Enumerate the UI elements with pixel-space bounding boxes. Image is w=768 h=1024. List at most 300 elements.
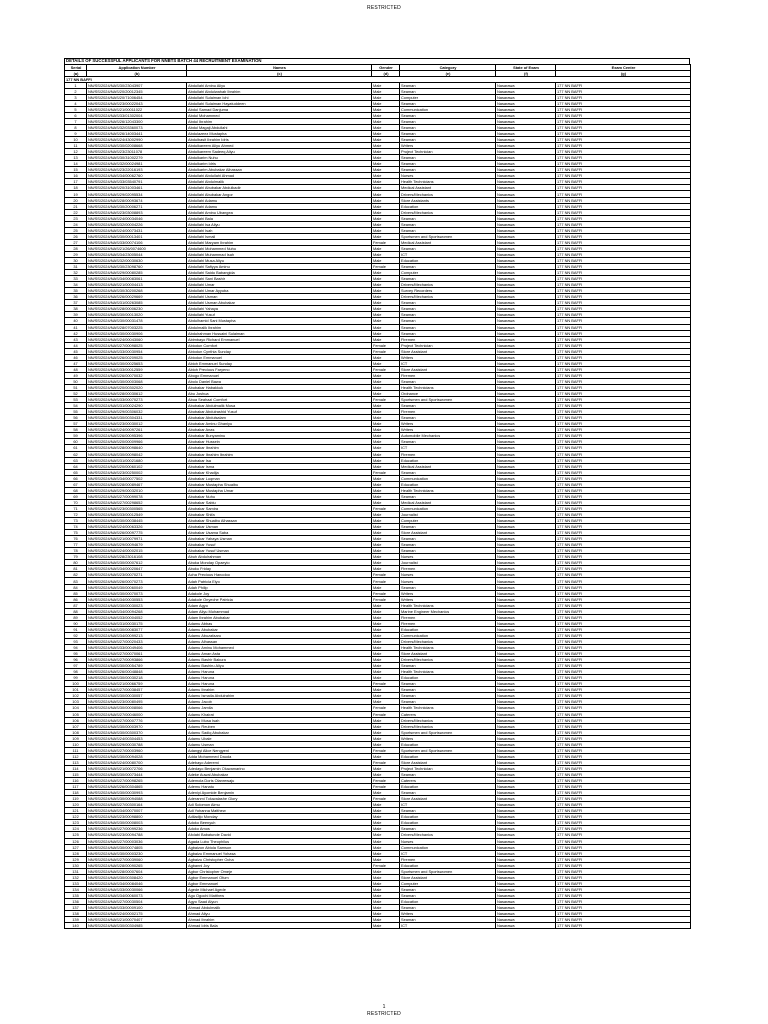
cell-exam-centre: 177 NN BAFFI [556, 850, 691, 856]
cell-application-number: NN/SS/2024/NAS/30/00060049 [87, 584, 187, 590]
cell-name: Abdul Ibrahim [187, 118, 372, 124]
cell-exam-centre: 177 NN BAFFI [556, 137, 691, 143]
cell-exam-centre: 177 NN BAFFI [556, 802, 691, 808]
cell-application-number: NN/SS/2024/NAS/23/00098800 [87, 814, 187, 820]
cell-serial: 93 [65, 638, 87, 644]
cell-exam-centre: 177 NN BAFFI [556, 602, 691, 608]
cell-exam-centre: 177 NN BAFFI [556, 106, 691, 112]
cell-application-number: NN/SS/2024/NAS/23/00080495 [87, 699, 187, 705]
cell-gender: Female [372, 778, 400, 784]
cell-category: Seaman [400, 892, 496, 898]
cell-exam-centre: 177 NN BAFFI [556, 608, 691, 614]
cell-exam-centre: 177 NN BAFFI [556, 814, 691, 820]
cell-exam-centre: 177 NN BAFFI [556, 747, 691, 753]
cell-serial: 104 [65, 705, 87, 711]
cell-name: Abdullahi Umar [187, 282, 372, 288]
cell-exam-centre: 177 NN BAFFI [556, 892, 691, 898]
cell-application-number: NN/SS/2024/NAS/30/00013020 [87, 312, 187, 318]
cell-application-number: NN/SS/2024/NAS/30/00074805 [87, 844, 187, 850]
cell-gender: Male [372, 203, 400, 209]
cell-gender: Male [372, 191, 400, 197]
cell-name: Agede Michael Agede [187, 886, 372, 892]
cell-gender: Male [372, 645, 400, 651]
cell-exam-centre: 177 NN BAFFI [556, 717, 691, 723]
cell-category: Store Assistant [400, 796, 496, 802]
cell-serial: 85 [65, 590, 87, 596]
cell-serial: 73 [65, 518, 87, 524]
cell-gender: Male [372, 790, 400, 796]
cell-gender: Male [372, 808, 400, 814]
cell-category: Seaman [400, 699, 496, 705]
cell-exam-centre: 177 NN BAFFI [556, 838, 691, 844]
cell-gender: Male [372, 439, 400, 445]
cell-serial: 46 [65, 354, 87, 360]
cell-name: Abubakar Shifa [187, 511, 372, 517]
cell-exam-centre: 177 NN BAFFI [556, 590, 691, 596]
cell-category: Sportsmen and Sportswomen [400, 397, 496, 403]
cell-application-number: NN/SS/2024/NAS/30/00094028 [87, 753, 187, 759]
cell-exam-centre: 177 NN BAFFI [556, 626, 691, 632]
cell-category: Caterers [400, 711, 496, 717]
cell-exam-centre: 177 NN BAFFI [556, 124, 691, 130]
cell-gender: Male [372, 282, 400, 288]
cell-serial: 88 [65, 608, 87, 614]
cell-category: Health Technicians [400, 669, 496, 675]
cell-exam-centre: 177 NN BAFFI [556, 874, 691, 880]
cell-exam-centre: 177 NN BAFFI [556, 384, 691, 390]
cell-exam-centre: 177 NN BAFFI [556, 790, 691, 796]
cell-serial: 60 [65, 439, 87, 445]
cell-gender: Male [372, 880, 400, 886]
cell-application-number: NN/SS/2024/NAS/33/00004052 [87, 614, 187, 620]
cell-state: Nasarawa [496, 808, 556, 814]
cell-name: Abdullahi Safiyya Aminu [187, 264, 372, 270]
cell-exam-centre: 177 NN BAFFI [556, 221, 691, 227]
cell-application-number: NN/SS/2024/NAS/27/00039060 [87, 856, 187, 862]
header-state-of-exam: State of Exam [496, 64, 556, 70]
letter-a: (a) [65, 70, 87, 76]
cell-gender: Male [372, 427, 400, 433]
cell-state: Nasarawa [496, 306, 556, 312]
cell-category: Writers [400, 911, 496, 917]
cell-exam-centre: 177 NN BAFFI [556, 632, 691, 638]
cell-category: Seaman [400, 88, 496, 94]
cell-exam-centre: 177 NN BAFFI [556, 765, 691, 771]
cell-category: Health Technicians [400, 384, 496, 390]
cell-exam-centre: 177 NN BAFFI [556, 493, 691, 499]
cell-gender: Male [372, 209, 400, 215]
cell-category: Medical Assistant [400, 239, 496, 245]
cell-application-number: NN/SS/2024/NAS/34/00094268 [87, 608, 187, 614]
cell-exam-centre: 177 NN BAFFI [556, 197, 691, 203]
cell-exam-centre: 177 NN BAFFI [556, 457, 691, 463]
cell-application-number: NN/SS/2024/NAS/20/00060102 [87, 463, 187, 469]
cell-gender: Male [372, 524, 400, 530]
cell-exam-centre: 177 NN BAFFI [556, 294, 691, 300]
cell-exam-centre: 177 NN BAFFI [556, 161, 691, 167]
cell-gender: Male [372, 167, 400, 173]
cell-gender: Female [372, 578, 400, 584]
cell-exam-centre: 177 NN BAFFI [556, 251, 691, 257]
cell-state: Nasarawa [496, 892, 556, 898]
cell-category: Sportsmen and Sportswomen [400, 233, 496, 239]
cell-category: Seaman [400, 167, 496, 173]
cell-gender: Female [372, 239, 400, 245]
cell-gender: Male [372, 844, 400, 850]
cell-application-number: NN/SS/2024/NAS/21/00070407 [87, 917, 187, 923]
cell-gender: Male [372, 161, 400, 167]
applicants-sheet [64, 58, 690, 929]
cell-application-number: NN/SS/2024/NAS/30/00030023 [87, 602, 187, 608]
cell-application-number: NN/SS/2024/NAS/33/00074106 [87, 239, 187, 245]
cell-name: Adamu Alhassan [187, 638, 372, 644]
cell-exam-centre: 177 NN BAFFI [556, 245, 691, 251]
cell-state: Nasarawa [496, 276, 556, 282]
cell-serial: 116 [65, 778, 87, 784]
cell-gender: Male [372, 626, 400, 632]
cell-state: Nasarawa [496, 862, 556, 868]
cell-category: Communication [400, 106, 496, 112]
cell-state: Nasarawa [496, 197, 556, 203]
cell-state: Nasarawa [496, 566, 556, 572]
cell-state: Nasarawa [496, 427, 556, 433]
cell-gender: Male [372, 832, 400, 838]
cell-category: Firemen [400, 856, 496, 862]
cell-exam-centre: 177 NN BAFFI [556, 354, 691, 360]
cell-serial: 56 [65, 415, 87, 421]
cell-name: Abubakar Isma [187, 463, 372, 469]
cell-state: Nasarawa [496, 771, 556, 777]
cell-application-number: NN/SS/2024/NAS/34/00070007 [87, 808, 187, 814]
cell-name: Abuh Abdulrahman [187, 554, 372, 560]
cell-state: Nasarawa [496, 137, 556, 143]
cell-application-number: NN/SS/2024/NAS/28/00093674 [87, 197, 187, 203]
cell-gender: Male [372, 276, 400, 282]
cell-exam-centre: 177 NN BAFFI [556, 403, 691, 409]
cell-serial: 59 [65, 433, 87, 439]
cell-category: Education [400, 626, 496, 632]
cell-application-number: NN/SS/2024/NAS/30/23098760 [87, 264, 187, 270]
cell-gender: Male [372, 245, 400, 251]
cell-serial: 30 [65, 258, 87, 264]
cell-category: Seaman [400, 886, 496, 892]
cell-serial: 101 [65, 687, 87, 693]
cell-exam-centre: 177 NN BAFFI [556, 560, 691, 566]
cell-gender: Male [372, 391, 400, 397]
cell-application-number: NN/SS/2024/NAS/34/00060073 [87, 892, 187, 898]
cell-name: Adamu Khairat [187, 711, 372, 717]
cell-gender: Male [372, 270, 400, 276]
cell-category: Education [400, 457, 496, 463]
cell-state: Nasarawa [496, 445, 556, 451]
cell-serial: 65 [65, 469, 87, 475]
cell-state: Nasarawa [496, 687, 556, 693]
cell-exam-centre: 177 NN BAFFI [556, 735, 691, 741]
cell-category: Computer [400, 518, 496, 524]
cell-name: Agbaizu Christopher Ocha [187, 856, 372, 862]
cell-name: Abogo Emmanuel [187, 372, 372, 378]
cell-category: Project Technician [400, 765, 496, 771]
cell-category: Medical Assistant [400, 185, 496, 191]
cell-state: Nasarawa [496, 638, 556, 644]
cell-application-number: NN/SS/2024/NAS/27/00003036 [87, 838, 187, 844]
document-title: DETAILS OF SUCCESSFUL APPLICANTS FOR NNBTS BATCH 44 RECRUITMENT EXAMINATION [64, 58, 690, 64]
cell-category: Seaman [400, 100, 496, 106]
cell-state: Nasarawa [496, 844, 556, 850]
cell-application-number: NN/SS/2024/NAS/34/00030553 [87, 596, 187, 602]
cell-state: Nasarawa [496, 155, 556, 161]
cell-name: Abubakar Samira [187, 505, 372, 511]
cell-serial: 55 [65, 409, 87, 415]
cell-application-number: NN/SS/2024/NAS/20/71006454 [87, 94, 187, 100]
cell-exam-centre: 177 NN BAFFI [556, 923, 691, 929]
cell-exam-centre: 177 NN BAFFI [556, 409, 691, 415]
cell-gender: Male [372, 131, 400, 137]
cell-name: Abdullahi Aminu Aliyu [187, 82, 372, 88]
cell-exam-centre: 177 NN BAFFI [556, 378, 691, 384]
cell-name: Abdullahi Isa Aliyu [187, 221, 372, 227]
cell-serial: 118 [65, 790, 87, 796]
cell-application-number: NN/SS/2024/NAS/34/00077502 [87, 475, 187, 481]
cell-serial: 81 [65, 566, 87, 572]
cell-exam-centre: 177 NN BAFFI [556, 681, 691, 687]
cell-exam-centre: 177 NN BAFFI [556, 638, 691, 644]
cell-exam-centre: 177 NN BAFFI [556, 862, 691, 868]
cell-state: Nasarawa [496, 100, 556, 106]
cell-serial: 24 [65, 221, 87, 227]
cell-state: Nasarawa [496, 850, 556, 856]
cell-category: Seaman [400, 415, 496, 421]
cell-state: Nasarawa [496, 179, 556, 185]
cell-state: Nasarawa [496, 378, 556, 384]
cell-name: Ahmad Ibrahim [187, 917, 372, 923]
cell-category: Computer [400, 880, 496, 886]
cell-exam-centre: 177 NN BAFFI [556, 880, 691, 886]
cell-name: Aderanmi Toluwalashe Glory [187, 796, 372, 802]
cell-name: Abdullahi Abdulmalik [187, 179, 372, 185]
cell-name: Abdullahi Sulaiman Ichi [187, 94, 372, 100]
cell-application-number: NN/SS/2024/NAS/28/00006230 [87, 306, 187, 312]
cell-gender: Male [372, 336, 400, 342]
cell-application-number: NN/SS/2024/NAS/30/31002279 [87, 155, 187, 161]
cell-state: Nasarawa [496, 530, 556, 536]
cell-application-number: NN/SS/2024/NAS/30/00304331 [87, 415, 187, 421]
cell-category: Nurses [400, 838, 496, 844]
cell-state: Nasarawa [496, 917, 556, 923]
cell-exam-centre: 177 NN BAFFI [556, 342, 691, 348]
cell-category: Writers [400, 427, 496, 433]
cell-name: Abubakar Hussein [187, 439, 372, 445]
cell-application-number: NN/SS/2024/NAS/33/01302004 [87, 112, 187, 118]
cell-exam-centre: 177 NN BAFFI [556, 584, 691, 590]
cell-name: Adah Philip [187, 584, 372, 590]
cell-application-number: NN/SS/2024/NAS/31/00263085 [87, 300, 187, 306]
cell-category: Writers [400, 354, 496, 360]
cell-gender: Male [372, 753, 400, 759]
cell-name: Agbor Emmanuel [187, 880, 372, 886]
cell-category: Drivers/Mechanics [400, 717, 496, 723]
cell-category: Health Technicians [400, 645, 496, 651]
cell-application-number: NN/SS/2024/NAS/28/00098640 [87, 445, 187, 451]
cell-category: Seaman [400, 155, 496, 161]
cell-exam-centre: 177 NN BAFFI [556, 524, 691, 530]
cell-state: Nasarawa [496, 584, 556, 590]
cell-application-number: NN/SS/2024/NAS/31/00030175 [87, 620, 187, 626]
cell-category: Firemen [400, 620, 496, 626]
cell-application-number: NN/SS/2024/NAS/30/00304985 [87, 923, 187, 929]
cell-serial: 63 [65, 457, 87, 463]
cell-exam-centre: 177 NN BAFFI [556, 548, 691, 554]
cell-category: Seaman [400, 124, 496, 130]
cell-category: Seaman [400, 276, 496, 282]
cell-exam-centre: 177 NN BAFFI [556, 487, 691, 493]
cell-application-number: NN/SS/2024/NAS/27/00007776 [87, 717, 187, 723]
cell-serial: 28 [65, 245, 87, 251]
cell-application-number: NN/SS/2024/NAS/30/00030218 [87, 675, 187, 681]
cell-application-number: NN/SS/2024/NAS/33/03540791 [87, 179, 187, 185]
cell-application-number: NN/SS/2024/NAS/33/00012559 [87, 366, 187, 372]
cell-serial: 122 [65, 814, 87, 820]
cell-serial: 50 [65, 378, 87, 384]
cell-category: Seaman [400, 663, 496, 669]
cell-gender: Male [372, 905, 400, 911]
cell-application-number: NN/SS/2024/NAS/24/00063326 [87, 524, 187, 530]
cell-name: Adamu Ubale [187, 735, 372, 741]
cell-application-number: NN/SS/2024/NAS/34/00084046 [87, 880, 187, 886]
cell-state: Nasarawa [496, 802, 556, 808]
cell-state: Nasarawa [496, 143, 556, 149]
cell-name: Abiodun Emmanuel [187, 354, 372, 360]
cell-serial: 26 [65, 233, 87, 239]
cell-application-number: NN/SS/2024/NAS/28/00007604 [87, 868, 187, 874]
cell-serial: 32 [65, 270, 87, 276]
cell-name: Adi Solomon Aimu [187, 802, 372, 808]
cell-application-number: NN/SS/2024/NAS/26/00048848 [87, 669, 187, 675]
cell-exam-centre: 177 NN BAFFI [556, 336, 691, 342]
cell-gender: Male [372, 765, 400, 771]
cell-serial: 80 [65, 560, 87, 566]
cell-exam-centre: 177 NN BAFFI [556, 360, 691, 366]
cell-name: Adeke Auwal Abubakar [187, 771, 372, 777]
cell-gender: Male [372, 185, 400, 191]
cell-exam-centre: 177 NN BAFFI [556, 518, 691, 524]
cell-exam-centre: 177 NN BAFFI [556, 475, 691, 481]
cell-application-number: NN/SS/2024/NAS/28/23016108 [87, 554, 187, 560]
cell-exam-centre: 177 NN BAFFI [556, 312, 691, 318]
cell-name: Adamu Sadiq Abubakar [187, 729, 372, 735]
cell-category: Marine Engineer Mechanics [400, 608, 496, 614]
cell-category: Communication [400, 844, 496, 850]
cell-serial: 98 [65, 669, 87, 675]
cell-exam-centre: 177 NN BAFFI [556, 348, 691, 354]
cell-category: Sportsmen and Sportswomen [400, 747, 496, 753]
cell-category: Seaman [400, 542, 496, 548]
cell-state: Nasarawa [496, 511, 556, 517]
cell-exam-centre: 177 NN BAFFI [556, 530, 691, 536]
cell-application-number: NN/SS/2024/NAS/26/00304865 [87, 784, 187, 790]
cell-application-number: NN/SS/2024/NAS/23/00300565 [87, 505, 187, 511]
cell-name: Agyo Saad Alyun [187, 898, 372, 904]
cell-serial: 9 [65, 131, 87, 137]
cell-name: Abdul Mohammed [187, 112, 372, 118]
cell-exam-centre: 177 NN BAFFI [556, 856, 691, 862]
cell-gender: Male [372, 638, 400, 644]
cell-exam-centre: 177 NN BAFFI [556, 397, 691, 403]
cell-application-number: NN/SS/2024/NAS/24/00043060 [87, 336, 187, 342]
cell-category: Seaman [400, 693, 496, 699]
cell-category: Seaman [400, 306, 496, 312]
cell-serial: 22 [65, 209, 87, 215]
cell-exam-centre: 177 NN BAFFI [556, 826, 691, 832]
cell-application-number: NN/SS/2024/NAS/23/03008893 [87, 209, 187, 215]
cell-gender: Male [372, 663, 400, 669]
cell-application-number: NN/SS/2024/NAS/27/00099236 [87, 826, 187, 832]
cell-gender: Male [372, 100, 400, 106]
cell-state: Nasarawa [496, 294, 556, 300]
cell-application-number: NN/SS/2024/NAS/30/00013401 [87, 233, 187, 239]
cell-gender: Male [372, 415, 400, 421]
cell-exam-centre: 177 NN BAFFI [556, 905, 691, 911]
cell-application-number: NN/SS/2024/NAS/30/00030993 [87, 790, 187, 796]
cell-serial: 41 [65, 324, 87, 330]
cell-exam-centre: 177 NN BAFFI [556, 886, 691, 892]
cell-state: Nasarawa [496, 258, 556, 264]
cell-gender: Female [372, 348, 400, 354]
cell-state: Nasarawa [496, 372, 556, 378]
cell-name: Abdulmalik Ibrahim [187, 324, 372, 330]
cell-gender: Male [372, 729, 400, 735]
cell-application-number: NN/SS/2024/NAS/30/00008066 [87, 705, 187, 711]
cell-exam-centre: 177 NN BAFFI [556, 439, 691, 445]
cell-serial: 113 [65, 759, 87, 765]
cell-state: Nasarawa [496, 457, 556, 463]
cell-state: Nasarawa [496, 499, 556, 505]
cell-exam-centre: 177 NN BAFFI [556, 300, 691, 306]
cell-name: Adamu Usman [187, 741, 372, 747]
cell-state: Nasarawa [496, 554, 556, 560]
cell-category: Seaman [400, 264, 496, 270]
cell-serial: 13 [65, 155, 87, 161]
cell-serial: 20 [65, 197, 87, 203]
cell-exam-centre: 177 NN BAFFI [556, 481, 691, 487]
cell-category: Nurses [400, 572, 496, 578]
cell-application-number: NN/SS/2024/NAS/23/00094788 [87, 832, 187, 838]
cell-state: Nasarawa [496, 288, 556, 294]
cell-exam-centre: 177 NN BAFFI [556, 711, 691, 717]
cell-serial: 2 [65, 88, 87, 94]
cell-state: Nasarawa [496, 820, 556, 826]
cell-category: Survey Recorders [400, 288, 496, 294]
cell-exam-centre: 177 NN BAFFI [556, 753, 691, 759]
cell-state: Nasarawa [496, 360, 556, 366]
cell-state: Nasarawa [496, 856, 556, 862]
cell-gender: Female [372, 705, 400, 711]
cell-application-number: NN/SS/2024/NAS/29/00306032 [87, 409, 187, 415]
cell-name: Abdulrahman Hussaini Sulaiman [187, 330, 372, 336]
classification-footer: RESTRICTED [367, 1011, 401, 1017]
cell-gender: Male [372, 723, 400, 729]
cell-state: Nasarawa [496, 403, 556, 409]
cell-serial: 5 [65, 106, 87, 112]
letter-b: (b) [87, 70, 187, 76]
cell-category: Education [400, 753, 496, 759]
cell-gender: Male [372, 433, 400, 439]
cell-state: Nasarawa [496, 336, 556, 342]
cell-category: Education [400, 898, 496, 904]
cell-category: Seaman [400, 524, 496, 530]
cell-state: Nasarawa [496, 608, 556, 614]
cell-name: Adam Ibrahim Abubakar [187, 614, 372, 620]
